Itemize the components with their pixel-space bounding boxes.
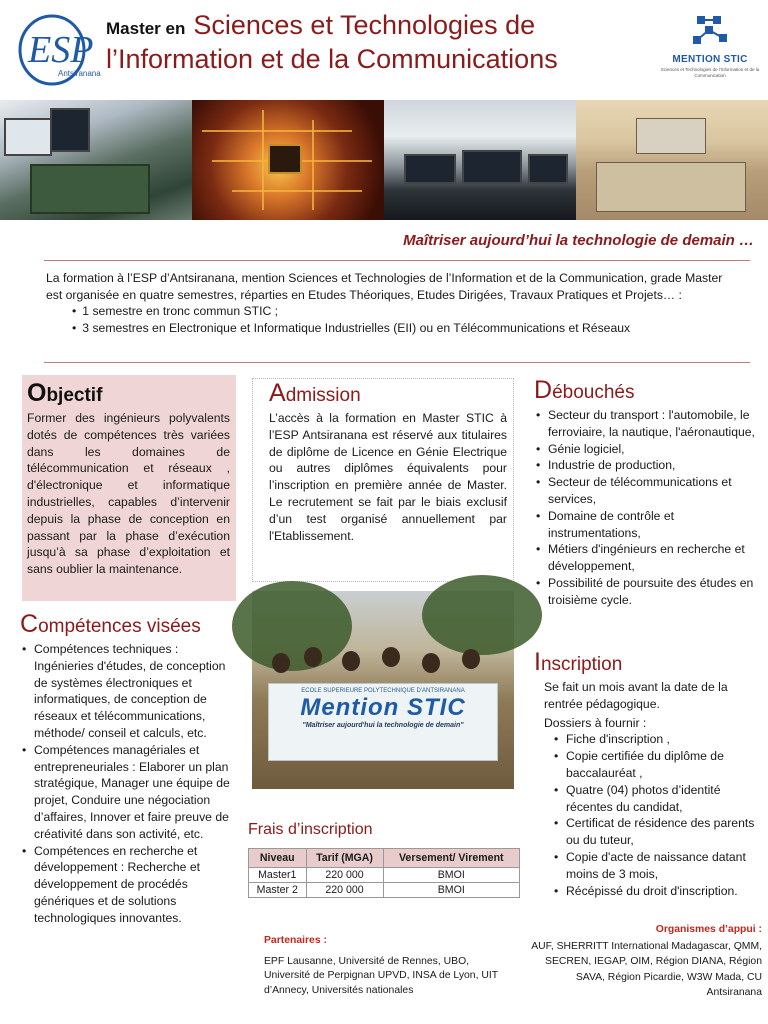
stic-mark-icon bbox=[687, 14, 733, 50]
table-row bbox=[249, 883, 520, 898]
list-item: • Fiche d'inscription , bbox=[552, 731, 758, 748]
mention-stic-banner: ECOLE SUPERIEURE POLYTECHNIQUE D'ANTSIRANANA Mention STIC "Maîtriser aujourd'hui la technologie de demain" bbox=[268, 683, 498, 761]
objectif-text: Former des ingénieurs polyvalents dotés de compétences très variées dans les domaines de télécommunication et réseaux , d'électronique et informatique industrielles, capables d’intervenir depuis la phase de conception en passant par la phase d’exécution jusqu’à sa phase d’exploitation et sans oublier la maintenance. bbox=[27, 411, 230, 577]
intro-paragraph: La formation à l’ESP d’Antsiranana, mention Sciences et Technologies de l’Information et de la Communication, grade Master est organisée en quatre semestres, réparties en Etudes Théoriques, Etudes Dirigées, Travaux Pratiques et Projets… : bbox=[46, 271, 723, 302]
title-line-2: l’Information et de la Communications bbox=[106, 44, 558, 74]
group-photo bbox=[252, 591, 514, 789]
list-item: • 1 semestre en tronc commun STIC ; bbox=[72, 303, 736, 320]
list-item: • Compétences managériales et entrepreneuriales : Elaborer un plan stratégique, Manager une équipe de projet, Conduire une négociation d’affaires, Innover et faire preuve de créativité dans son activité, etc. bbox=[20, 742, 236, 843]
table-cell: 220 000 bbox=[306, 883, 383, 898]
table-header: Tarif (MGA) bbox=[306, 849, 383, 868]
partenaires-section bbox=[264, 934, 510, 998]
divider bbox=[44, 362, 750, 363]
competences-section bbox=[20, 612, 236, 927]
fees-table bbox=[248, 848, 520, 898]
list-item: • Secteur de télécommunications et services, bbox=[534, 474, 758, 508]
debouches-list bbox=[534, 407, 758, 609]
list-item: • Copie certifiée du diplôme de baccalauréat , bbox=[552, 748, 758, 782]
title-line-1: Sciences et Technologies de bbox=[193, 10, 536, 40]
admission-section bbox=[252, 378, 514, 582]
organismes-text: AUF, SHERRITT International Madagascar, QMM, SECREN, IEGAP, OIM, Région DIANA, Région SAVA, Région Picardie, W3W Mada, CU Antsiranana bbox=[531, 940, 762, 998]
stic-logo-tagline: Sciences et Technologies de l'Information et de la Communication bbox=[660, 67, 760, 78]
table-header: Niveau bbox=[249, 849, 307, 868]
stic-logo-name: MENTION STIC bbox=[672, 54, 748, 65]
section-title: Frais d’inscription bbox=[248, 821, 373, 838]
lab-photo-computers bbox=[0, 100, 192, 220]
list-item: • Métiers d'ingénieurs en recherche et développement, bbox=[534, 541, 758, 575]
list-item: • 3 semestres en Electronique et Informatique Industrielles (EII) ou en Télécommunications et Réseaux bbox=[72, 320, 736, 337]
inscription-intro: Se fait un mois avant la date de la rentrée pédagogique. bbox=[544, 680, 728, 711]
partenaires-text: EPF Lausanne, Université de Rennes, UBO, Université de Perpignan UPVD, INSA de Lyon, UIT d’Annecy, Universités nationales bbox=[264, 955, 498, 996]
table-header: Versement/ Virement bbox=[383, 849, 519, 868]
inscription-section bbox=[534, 650, 758, 899]
list-item: • Copie d'acte de naissance datant moins de 3 mois, bbox=[552, 849, 758, 883]
esp-logo bbox=[14, 10, 101, 90]
organismes-section bbox=[530, 922, 762, 1001]
intro-section bbox=[46, 270, 736, 336]
list-item: • Secteur du transport : l'automobile, le ferroviaire, la nautique, l'aéronautique, bbox=[534, 407, 758, 441]
mention-stic-logo bbox=[660, 14, 760, 90]
section-title: Inscription bbox=[534, 648, 623, 676]
organismes-title: Organismes d’appui : bbox=[655, 924, 762, 935]
svg-text:Antsiranana: Antsiranana bbox=[58, 69, 101, 78]
list-item: • Industrie de production, bbox=[534, 457, 758, 474]
section-title: Admission bbox=[269, 379, 361, 407]
intro-list bbox=[72, 303, 736, 336]
table-cell: BMOI bbox=[383, 868, 519, 883]
partenaires-title: Partenaires : bbox=[264, 935, 327, 946]
list-item: • Quatre (04) photos d’identité récentes du candidat, bbox=[552, 782, 758, 816]
table-cell: Master1 bbox=[249, 868, 307, 883]
circuit-board-photo bbox=[192, 100, 384, 220]
list-item: • Compétences en recherche et développement : Recherche et développement de procédés génériques et de solutions technologiques innovantes. bbox=[20, 843, 236, 927]
table-cell: BMOI bbox=[383, 883, 519, 898]
table-cell: 220 000 bbox=[306, 868, 383, 883]
section-title: Débouchés bbox=[534, 376, 635, 404]
section-title: Compétences visées bbox=[20, 610, 201, 638]
list-item: • Génie logiciel, bbox=[534, 441, 758, 458]
instrumentation-bench-photo bbox=[576, 100, 768, 220]
list-item: • Certificat de résidence des parents ou du tuteur, bbox=[552, 815, 758, 849]
section-title: Objectif bbox=[27, 379, 103, 407]
admission-text: L’accès à la formation en Master STIC à l’ESP Antsiranana est réservé aux titulaires de diplôme de Licence en Génie Electrique ou autres diplômes équivalents pour l’inscription en première année de Master. Le recrutement se fait par le biais exclusif d’un test organisé annuellement par l'Etablissement. bbox=[269, 411, 507, 543]
page-title bbox=[106, 8, 666, 76]
tagline: Maîtriser aujourd’hui la technologie de demain … bbox=[403, 232, 754, 249]
list-item: • Domaine de contrôle et instrumentations, bbox=[534, 508, 758, 542]
divider bbox=[44, 260, 750, 261]
table-cell: Master 2 bbox=[249, 883, 307, 898]
photo-banner bbox=[0, 100, 768, 220]
objectif-section bbox=[22, 375, 236, 601]
dossiers-list bbox=[552, 731, 758, 899]
table-header-row bbox=[249, 849, 520, 868]
list-item: • Compétences techniques : Ingénieries d'études, de conception de systèmes électroniques et informatiques, de conception de réseaux et télécommunications, méthode/ conseil et calculs, etc. bbox=[20, 641, 236, 742]
debouches-section bbox=[534, 378, 758, 609]
list-item: • Récépissé du droit d'inscription. bbox=[552, 883, 758, 900]
control-room-photo bbox=[384, 100, 576, 220]
frais-section bbox=[248, 818, 520, 898]
svg-text:ESP: ESP bbox=[28, 29, 94, 71]
dossiers-label: Dossiers à fournir : bbox=[544, 715, 647, 730]
table-row bbox=[249, 868, 520, 883]
list-item: • Possibilité de poursuite des études en troisième cycle. bbox=[534, 575, 758, 609]
title-prefix: Master en bbox=[106, 19, 186, 38]
competences-list bbox=[20, 641, 236, 927]
